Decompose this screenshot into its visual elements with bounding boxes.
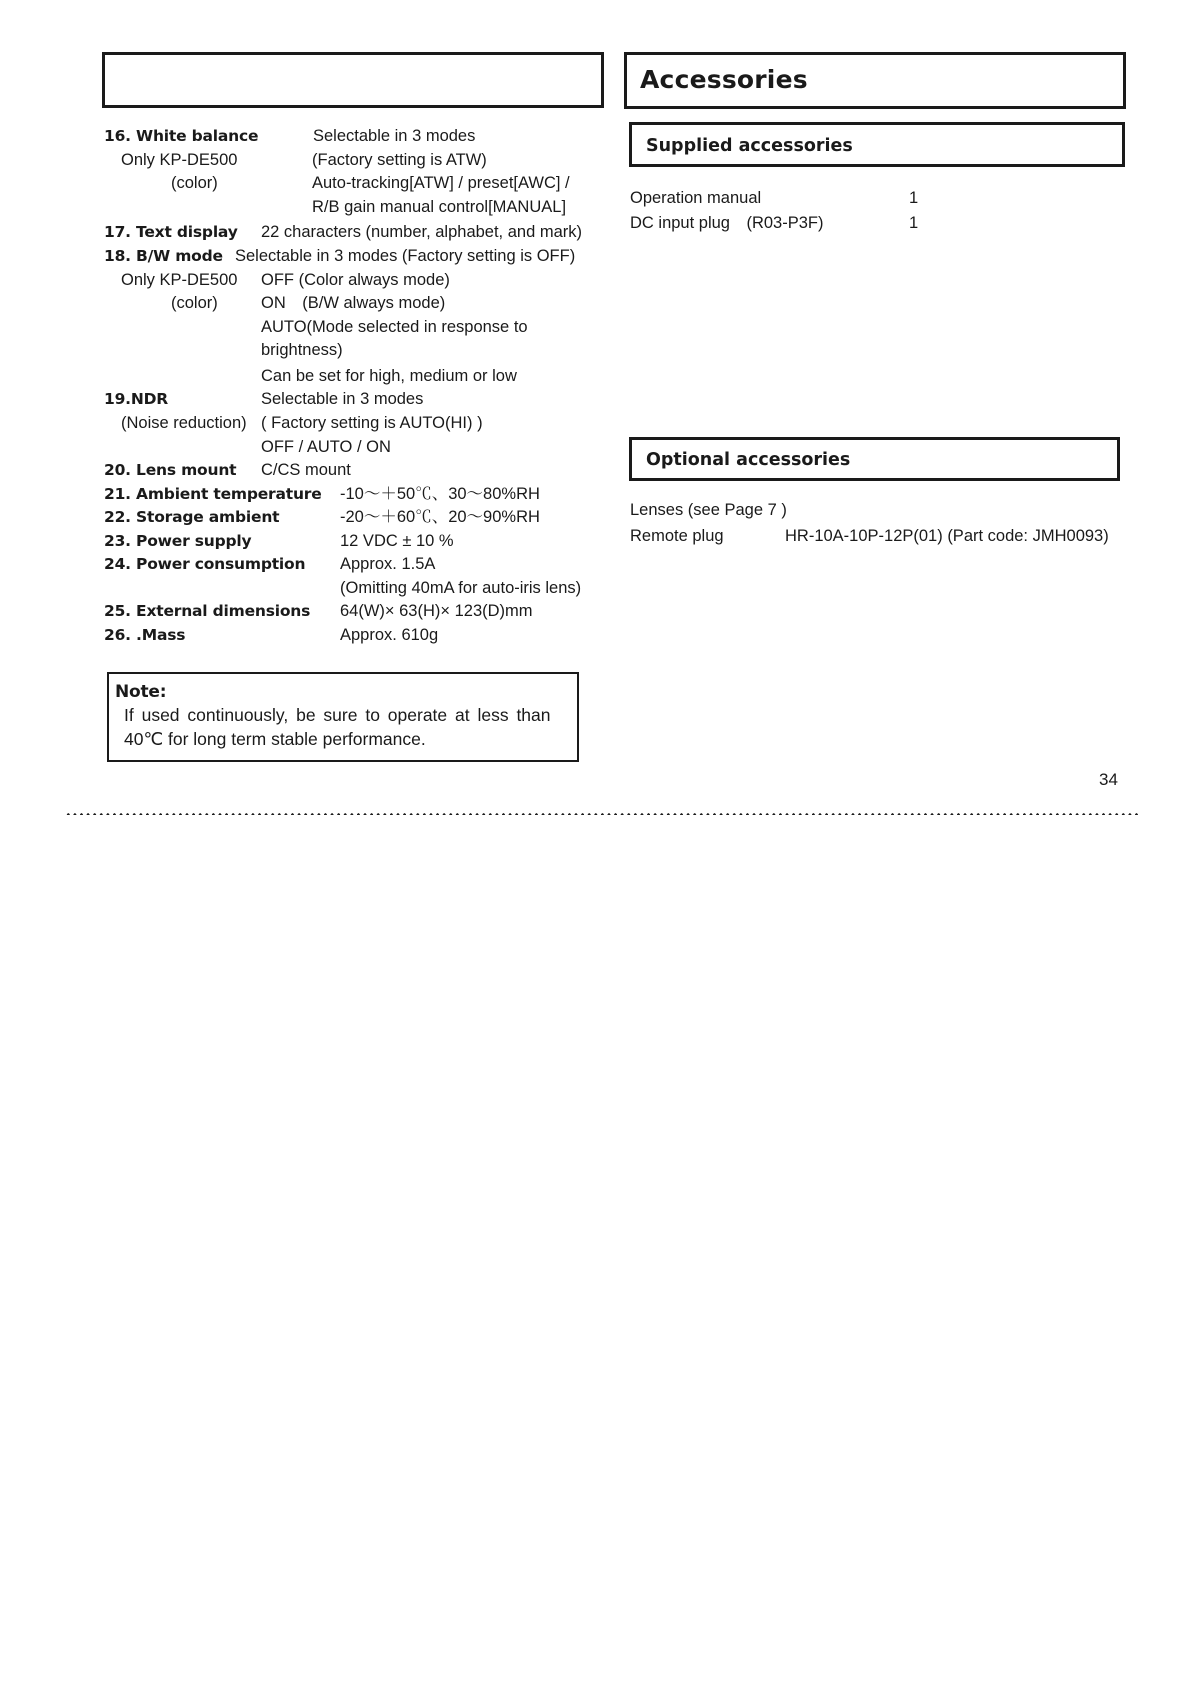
spec-value: Can be set for high, medium or low [261, 367, 517, 385]
accessory-detail: HR-10A-10P-12P(01) (Part code: JMH0093) [785, 527, 1109, 545]
spec-value: R/B gain manual control[MANUAL] [312, 198, 567, 216]
supplied-accessories-box [629, 122, 1125, 167]
spec-value: ON (B/W always mode) [261, 294, 446, 312]
spec-value: AUTO(Mode selected in response to [261, 318, 528, 336]
note-line: 40℃ for long term stable performance. [124, 729, 426, 749]
spec-value: OFF (Color always mode) [261, 271, 450, 289]
spec-value: Auto-tracking[ATW] / preset[AWC] / [312, 174, 570, 192]
accessories-title-box [624, 52, 1126, 109]
page-title: Accessories [640, 65, 808, 94]
spec-sub: (color) [171, 294, 218, 312]
spec-value: brightness) [261, 341, 343, 359]
spec-label: 25. External dimensions [104, 602, 311, 620]
page-number: 34 [1099, 770, 1118, 789]
spec-sub: Only KP-DE500 [121, 151, 238, 169]
dotted-divider [65, 813, 1140, 815]
accessory-name: Remote plug [630, 527, 724, 545]
optional-accessories-box [629, 437, 1120, 481]
spec-value: ( Factory setting is AUTO(HI) ) [261, 414, 483, 432]
spec-value: C/CS mount [261, 461, 351, 479]
spec-label: 19.NDR [104, 390, 169, 408]
accessory-qty: 1 [909, 189, 919, 207]
accessory-qty: 1 [909, 214, 919, 232]
spec-label: 18. B/W mode [104, 247, 223, 265]
spec-value: OFF / AUTO / ON [261, 438, 391, 456]
spec-label: 23. Power supply [104, 532, 252, 550]
spec-label: 21. Ambient temperature [104, 485, 322, 503]
spec-sub: (color) [171, 174, 218, 192]
spec-value: -10～＋50℃、30～80%RH [340, 485, 540, 503]
accessory-name: Operation manual [630, 189, 762, 207]
section-title: Supplied accessories [646, 136, 853, 156]
spec-label: 22. Storage ambient [104, 508, 280, 526]
spec-value: -20～＋60℃、20～90%RH [340, 508, 540, 526]
spec-header-box [102, 52, 604, 108]
spec-value: 64(W)× 63(H)× 123(D)mm [340, 602, 533, 620]
accessory-name: DC input plug (R03-P3F) [630, 214, 824, 232]
spec-label: 24. Power consumption [104, 555, 306, 573]
spec-label: 20. Lens mount [104, 461, 237, 479]
spec-value: Selectable in 3 modes [261, 390, 424, 408]
accessory-name: Lenses (see Page 7 ) [630, 501, 787, 519]
note-title: Note: [115, 682, 167, 702]
spec-value: Selectable in 3 modes [313, 127, 476, 145]
spec-sub: Only KP-DE500 [121, 271, 238, 289]
spec-sub: (Noise reduction) [121, 414, 247, 432]
note-line: If used continuously, be sure to operate at less than [124, 705, 551, 725]
note-box [107, 672, 579, 762]
spec-value: 12 VDC ± 10 % [340, 532, 454, 550]
spec-value: Selectable in 3 modes (Factory setting is OFF) [235, 247, 576, 265]
spec-value: 22 characters (number, alphabet, and mark) [261, 223, 583, 241]
spec-value: Approx. 610g [340, 626, 439, 644]
spec-value: Approx. 1.5A [340, 555, 436, 573]
spec-label: 17. Text display [104, 223, 238, 241]
spec-label: 16. White balance [104, 127, 259, 145]
spec-value: (Factory setting is ATW) [312, 151, 487, 169]
spec-label: 26. .Mass [104, 626, 186, 644]
section-title: Optional accessories [646, 450, 851, 470]
spec-value: (Omitting 40mA for auto-iris lens) [340, 579, 582, 597]
